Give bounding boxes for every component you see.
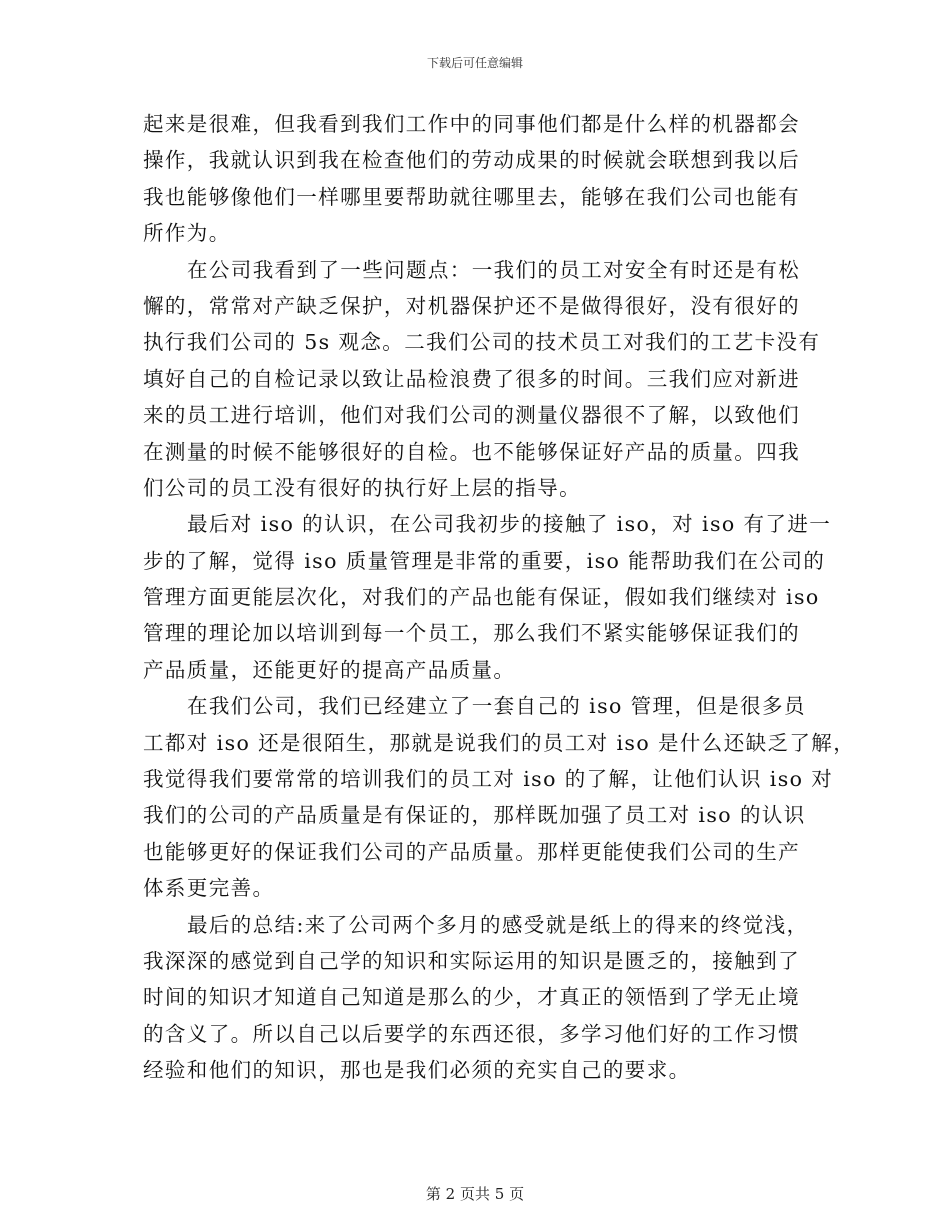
paragraph-start-line: 在我们公司，我们已经建立了一套自己的 iso 管理，但是很多员 xyxy=(187,694,806,719)
text-line: 我也能够像他们一样哪里要帮助就往哪里去，能够在我们公司也能有 xyxy=(143,184,800,209)
text-line: 产品质量，还能更好的提高产品质量。 xyxy=(143,657,516,682)
document-body xyxy=(143,106,856,1089)
page-number: 第 2 页共 5 页 xyxy=(425,1185,525,1203)
paragraph-start-line: 在公司我看到了一些问题点：一我们的员工对安全有时还是有松 xyxy=(187,257,801,282)
page-header: 下载后可任意编辑 xyxy=(426,56,523,70)
text-line: 我觉得我们要常常的培训我们的员工对 iso 的了解，让他们认识 iso 对 xyxy=(143,767,834,792)
text-line: 我们的公司的产品质量是有保证的，那样既加强了员工对 iso 的认识 xyxy=(143,803,806,828)
text-line: 体系更完善。 xyxy=(143,876,275,901)
text-line: 管理方面更能层次化，对我们的产品也能有保证，假如我们继续对 iso xyxy=(143,585,820,610)
text-line: 工都对 iso 还是很陌生，那就是说我们的员工对 iso 是什么还缺乏了解， xyxy=(143,730,856,755)
text-line: 填好自己的自检记录以致让品检浪费了很多的时间。三我们应对新进 xyxy=(143,366,800,391)
text-line: 时间的知识才知道自己知道是那么的少，才真正的领悟到了学无止境 xyxy=(143,985,800,1010)
text-line: 经验和他们的知识，那也是我们必须的充实自己的要求。 xyxy=(143,1058,691,1083)
text-line: 的含义了。所以自己以后要学的东西还很，多学习他们好的工作习惯 xyxy=(143,1021,800,1046)
text-line: 来的员工进行培训，他们对我们公司的测量仪器很不了解，以致他们 xyxy=(143,403,800,428)
text-line: 操作，我就认识到我在检查他们的劳动成果的时候就会联想到我以后 xyxy=(143,148,800,173)
text-line: 们公司的员工没有很好的执行好上层的指导。 xyxy=(143,475,581,500)
text-line: 懈的，常常对产缺乏保护，对机器保护还不是做得很好，没有很好的 xyxy=(143,293,800,318)
text-line: 管理的理论加以培训到每一个员工，那么我们不紧实能够保证我们的 xyxy=(143,621,800,646)
text-line: 起来是很难，但我看到我们工作中的同事他们都是什么样的机器都会 xyxy=(143,112,800,136)
text-line: 执行我们公司的 5s 观念。二我们公司的技术员工对我们的工艺卡没有 xyxy=(143,330,821,355)
paragraph-start-line: 最后的总结:来了公司两个多月的感受就是纸上的得来的终觉浅， xyxy=(187,912,809,937)
text-line: 我深深的感觉到自己学的知识和实际运用的知识是匮乏的，接触到了 xyxy=(143,948,800,973)
text-line: 也能够更好的保证我们公司的产品质量。那样更能使我们公司的生产 xyxy=(143,839,800,864)
text-line: 在测量的时候不能够很好的自检。也不能够保证好产品的质量。四我 xyxy=(143,439,800,464)
text-line: 步的了解，觉得 iso 质量管理是非常的重要，iso 能帮助我们在公司的 xyxy=(143,548,826,573)
text-line: 所作为。 xyxy=(143,221,231,246)
paragraph-start-line: 最后对 iso 的认识，在公司我初步的接触了 iso，对 iso 有了进一 xyxy=(187,512,832,537)
